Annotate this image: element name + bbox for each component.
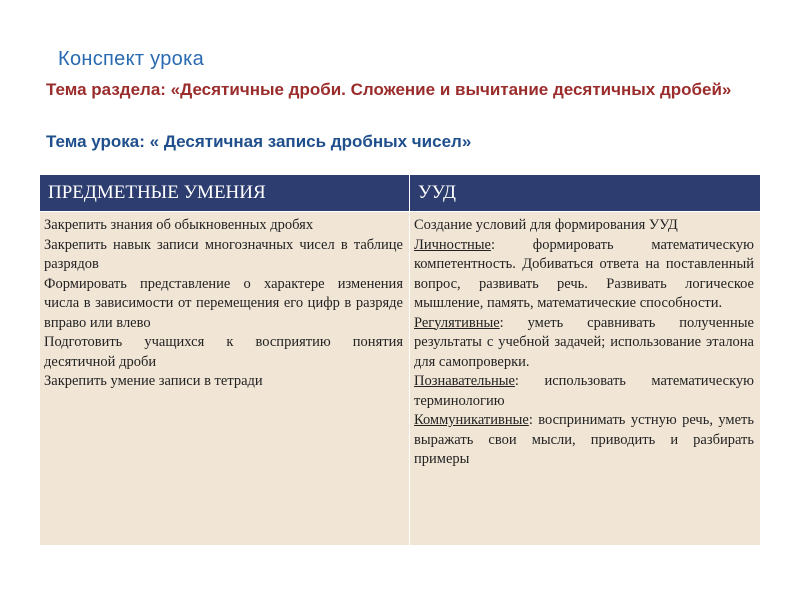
uud-cognitive <box>414 372 754 411</box>
uud-regulatory-text: : уметь сравнивать полученные результаты с учебной задачей; использование эталона для самопроверки. <box>414 314 754 370</box>
uud-communicative-label: Коммуникативные <box>414 412 529 428</box>
uud-personal <box>414 236 754 314</box>
lesson-theme: Тема урока: « Десятичная запись дробных чисел» <box>46 132 472 151</box>
uud-communicative <box>414 411 754 470</box>
table-row <box>40 212 761 546</box>
uud-cognitive-text: : использовать математическую терминологию <box>414 373 754 409</box>
table-header-row <box>40 175 761 212</box>
page-title: Конспект урока <box>58 48 204 70</box>
uud-personal-label: Личностные <box>414 236 491 253</box>
list-item: Подготовить учащихся к восприятию понятия десятичной дроби <box>44 334 403 370</box>
uud-regulatory <box>414 314 754 373</box>
list-item: Закрепить умение записи в тетради <box>44 373 263 389</box>
list-item: Закрепить навык записи многозначных чисел в таблице разрядов <box>44 236 403 272</box>
header-subject-skills: ПРЕДМЕТНЫЕ УМЕНИЯ <box>40 175 410 212</box>
uud-personal-text: : формировать математическую компетентность. Добиваться ответа на поставленный вопрос, развивать речь. Развивать логическое мышление, память, математические способности. <box>414 236 754 311</box>
uud-cognitive-label: Познавательные <box>414 373 515 389</box>
header-uud: УУД <box>410 175 761 212</box>
uud-communicative-text: : воспринимать устную речь, уметь выражать свои мысли, приводить и разбирать примеры <box>414 412 754 467</box>
section-theme: Тема раздела: «Десятичные дроби. Сложение и вычитание десятичных дробей» <box>46 80 732 99</box>
list-item: Формировать представление о характере изменения числа в зависимости от перемещения его цифр в разряде вправо или влево <box>44 275 403 331</box>
lesson-table <box>39 174 761 546</box>
uud-intro: Создание условий для формирования УУД <box>414 217 678 233</box>
uud-cell <box>410 212 761 546</box>
list-item: Закрепить знания об обыкновенных дробях <box>44 217 314 233</box>
subject-skills-cell <box>40 212 410 546</box>
uud-regulatory-label: Регулятивные <box>414 314 500 331</box>
